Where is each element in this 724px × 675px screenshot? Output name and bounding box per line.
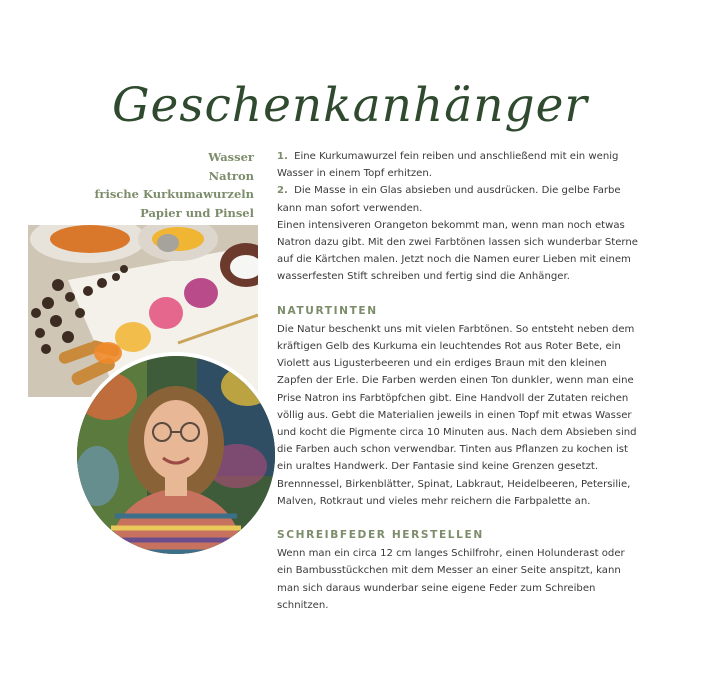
instruction-step [277,182,639,216]
portrait-photo [73,352,279,558]
main-text [277,148,639,614]
page-title: Geschenkanhänger [112,78,588,133]
step-text: Die Masse in ein Glas absieben und ausdrücken. Die gelbe Farbe kann man sofort verwenden. [277,185,621,214]
intro-paragraph: Einen intensiveren Orangeton bekommt man, wenn man noch etwas Natron dazu gibt. Mit den zwei Farbtönen lassen sich wunderbar Sterne auf die Kärtchen malen. Jetzt noch die Namen eurer Lieben mit einem wasserfesten Stift schreiben und fertig sind die Anhänger. [277,219,639,283]
step-text: Eine Kurkumawurzel fein reiben und anschließend mit ein wenig Wasser in einem Topf erhitzen. [277,151,619,180]
ingredient-list [94,148,254,222]
ingredient-item: Natron [208,168,254,183]
section-heading-naturtinten: NATURTINTEN [277,304,378,317]
portrait-illustration [77,356,275,554]
ingredient-item: Papier und Pinsel [140,205,254,220]
step-number: 1. [277,151,288,162]
ingredient-item: Wasser [208,150,254,164]
section-body-naturtinten: Die Natur beschenkt uns mit vielen Farbtönen. So entsteht neben dem kräftigen Gelb des Kurkuma ein leuchtendes Rot aus Roter Bete, ein Violett aus Ligusterbeeren und ein erdiges Braun mit den kleinen Zapfen der Erle. Die Farben werden einen Ton dunkler, wenn man eine Prise Natron ins Farbtöpfchen gibt. Eine Handvoll der Zutaten reichen völlig aus. Gebt die Materialien jeweils in einen Topf mit etwas Wasser und kocht die Pigmente circa 10 Minuten aus. Nach dem Absieben sind die Farben auch schon verwendbar. Tinten aus Pflanzen zu kochen ist ein uraltes Handwerk. Der Fantasie sind keine Grenzen gesetzt. Brennnessel, Birkenblätter, Spinat, Labkraut, Heidelbeeren, Petersilie, Malven, Rotkraut und vieles mehr reichern die Farbpalette an. [277,323,637,507]
section-body-schreibfeder: Wenn man ein circa 12 cm langes Schilfrohr, einen Holunderast oder ein Bambusstückchen mit dem Messer an einer Seite anspitzt, kann man sich daraus wunderbar seine eigene Feder zum Schreiben schnitzen. [277,548,625,611]
step-number: 2. [277,185,288,197]
ingredient-item: frische Kurkumawurzeln [94,187,254,201]
instruction-step [277,148,639,182]
section-heading-schreibfeder: SCHREIBFEDER HERSTELLEN [277,529,484,542]
